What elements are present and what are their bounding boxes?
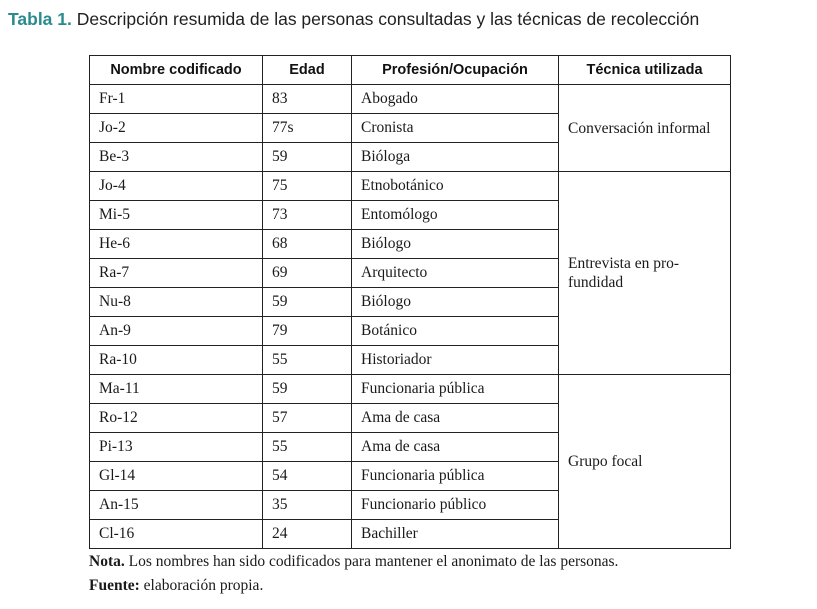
table-caption [8,9,699,30]
cell-name: Be-3 [90,143,263,172]
cell-profession: Biólogo [352,230,559,259]
cell-profession: Funcionaria pública [352,462,559,491]
cell-profession: Abogado [352,85,559,114]
cell-profession: Ama de casa [352,433,559,462]
cell-age: 68 [263,230,352,259]
table-row [90,375,731,404]
caption-title: Descripción resumida de las personas consultadas y las técnicas de recolección [76,9,700,29]
cell-age: 55 [263,433,352,462]
cell-profession: Ama de casa [352,404,559,433]
cell-age: 69 [263,259,352,288]
cell-name: An-15 [90,491,263,520]
cell-profession: Biólogo [352,288,559,317]
cell-age: 59 [263,288,352,317]
cell-name: Jo-2 [90,114,263,143]
cell-name: Nu-8 [90,288,263,317]
header-tecnica: Técnica utilizada [559,56,731,85]
participants-table [89,55,731,549]
source-label: Fuente: [89,577,140,594]
note-label: Nota. [89,553,125,570]
table-row [90,85,731,114]
cell-profession: Funcionario público [352,491,559,520]
source-text: elaboración propia. [143,577,264,594]
cell-name: An-9 [90,317,263,346]
cell-age: 59 [263,375,352,404]
cell-name: Ra-10 [90,346,263,375]
cell-profession: Historiador [352,346,559,375]
table-source [89,577,263,595]
header-row [90,56,731,85]
cell-technique: Grupo focal [559,375,731,549]
table-row [90,172,731,201]
cell-profession: Bióloga [352,143,559,172]
cell-name: Jo-4 [90,172,263,201]
cell-profession: Arquitecto [352,259,559,288]
cell-age: 75 [263,172,352,201]
cell-age: 83 [263,85,352,114]
cell-age: 54 [263,462,352,491]
caption-label: Tabla 1. [8,9,72,29]
cell-technique: Conversación informal [559,85,731,172]
cell-profession: Cronista [352,114,559,143]
cell-profession: Funcionaria pública [352,375,559,404]
cell-name: Gl-14 [90,462,263,491]
cell-name: Cl-16 [90,520,263,549]
header-nombre: Nombre codificado [90,56,263,85]
cell-name: Ma-11 [90,375,263,404]
cell-age: 77s [263,114,352,143]
cell-age: 55 [263,346,352,375]
cell-technique: Entrevista en pro-fundidad [559,172,731,375]
cell-profession: Bachiller [352,520,559,549]
cell-name: Mi-5 [90,201,263,230]
header-profesion: Profesión/Ocupación [352,56,559,85]
cell-name: He-6 [90,230,263,259]
cell-name: Fr-1 [90,85,263,114]
cell-age: 24 [263,520,352,549]
cell-profession: Etnobotánico [352,172,559,201]
cell-age: 57 [263,404,352,433]
table-note [89,553,618,571]
cell-age: 79 [263,317,352,346]
cell-age: 35 [263,491,352,520]
cell-profession: Botánico [352,317,559,346]
cell-profession: Entomólogo [352,201,559,230]
cell-name: Ra-7 [90,259,263,288]
cell-name: Pi-13 [90,433,263,462]
cell-name: Ro-12 [90,404,263,433]
cell-age: 73 [263,201,352,230]
header-edad: Edad [263,56,352,85]
note-text: Los nombres han sido codificados para mantener el anonimato de las personas. [128,553,619,570]
cell-age: 59 [263,143,352,172]
